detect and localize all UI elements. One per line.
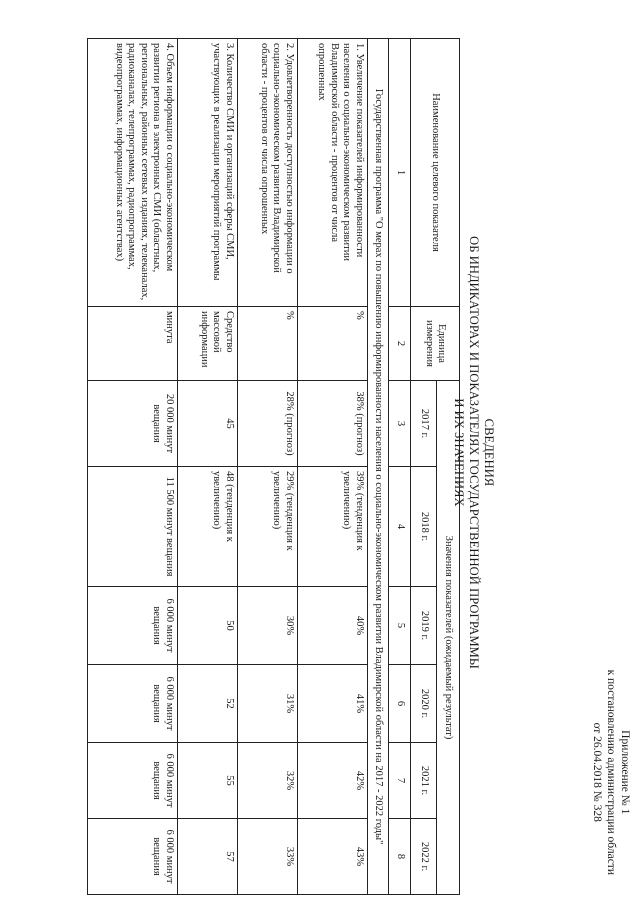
indicator-unit: % <box>298 307 368 381</box>
indicator-unit: % <box>238 307 298 381</box>
appendix-decree: к постановлению администрации области <box>605 669 617 875</box>
column-number: 7 <box>389 743 411 819</box>
title-line-1: СВЕДЕНИЯ <box>482 418 496 487</box>
header-indicator-name: Наименование целевого показателя <box>411 39 460 307</box>
value-2020: 6 000 минут вещания <box>88 665 178 743</box>
indicator-unit: минута <box>88 307 178 381</box>
column-numbers-row <box>389 39 411 895</box>
header-year: 2021 г. <box>411 743 437 819</box>
value-2020: 52 <box>178 665 238 743</box>
value-2017: 28% (прогноз) <box>238 381 298 467</box>
appendix-reference <box>590 670 632 875</box>
value-2018: 39% (тенденция к увеличению) <box>298 467 368 587</box>
value-2018: 29% (тенденция к увеличению) <box>238 467 298 587</box>
value-2017: 38% (прогноз) <box>298 381 368 467</box>
header-year: 2022 г. <box>411 819 437 895</box>
value-2019: 30% <box>238 587 298 665</box>
column-number: 3 <box>389 381 411 467</box>
indicator-name: 4. Объем информации о социально-экономическом развитии региона в электронных СМИ (областных, региональных, районных сетевых изданиях, телеканалах, радиоканалах, телепрограммах, радиопрограммах, видеопрограммах, информационных агентствах) <box>88 39 178 307</box>
value-2021: 55 <box>178 743 238 819</box>
title-line-3: И ИХ ЗНАЧЕНИЯХ <box>452 398 466 507</box>
header-year: 2020 г. <box>411 665 437 743</box>
value-2018: 11 500 минут вещания <box>88 467 178 587</box>
table-row <box>298 39 368 895</box>
value-2022: 43% <box>298 819 368 895</box>
column-number: 6 <box>389 665 411 743</box>
value-2020: 31% <box>238 665 298 743</box>
value-2022: 33% <box>238 819 298 895</box>
indicator-unit: Средство массовой информации <box>178 307 238 381</box>
appendix-number: Приложение № 1 <box>619 730 631 815</box>
value-2021: 6 000 минут вещания <box>88 743 178 819</box>
column-number: 1 <box>389 39 411 307</box>
value-2019: 40% <box>298 587 368 665</box>
value-2020: 41% <box>298 665 368 743</box>
table-row <box>88 39 178 895</box>
header-year: 2017 г. <box>411 381 437 467</box>
indicator-name: 1. Увеличение показателей информированности населения о социально-экономическом развитии Владимирской области - процентов от числа опрошенных <box>298 39 368 307</box>
column-number: 4 <box>389 467 411 587</box>
value-2022: 6 000 минут вещания <box>88 819 178 895</box>
title-line-2: ОБ ИНДИКАТОРАХ И ПОКАЗАТЕЛЯХ ГОСУДАРСТВЕННОЙ ПРОГРАММЫ <box>467 236 481 669</box>
header-year: 2018 г. <box>411 467 437 587</box>
value-2021: 42% <box>298 743 368 819</box>
header-values-group: Значения показателей (ожидаемый результат) <box>437 381 460 895</box>
table-row <box>178 39 238 895</box>
column-number: 2 <box>389 307 411 381</box>
table-header-row <box>437 39 460 895</box>
indicator-name: 3. Количество СМИ и организаций сферы СМИ, участвующих в реализации мероприятий программы <box>178 39 238 307</box>
column-number: 5 <box>389 587 411 665</box>
indicators-table <box>87 38 460 895</box>
indicator-name: 2. Удовлетворенность доступностью информации о социально-экономическом развитии Владимирской области - процентов от числа опрошенных <box>238 39 298 307</box>
value-2017: 20 000 минут вещания <box>88 381 178 467</box>
value-2019: 6 000 минут вещания <box>88 587 178 665</box>
header-unit: Единица измерения <box>411 307 460 381</box>
value-2018: 48 (тенденция к увеличению) <box>178 467 238 587</box>
column-number: 8 <box>389 819 411 895</box>
appendix-date: от 26.04.2018 № 328 <box>591 722 603 822</box>
value-2022: 57 <box>178 819 238 895</box>
value-2021: 32% <box>238 743 298 819</box>
value-2019: 50 <box>178 587 238 665</box>
value-2017: 45 <box>178 381 238 467</box>
program-row <box>368 39 390 895</box>
program-title: Государственная программа "О мерах по повышению информированности населения о социально-экономическом развитии Владимирской области на 2017 - 2022 годы" <box>368 39 390 895</box>
table-row <box>238 39 298 895</box>
header-year: 2019 г. <box>411 587 437 665</box>
